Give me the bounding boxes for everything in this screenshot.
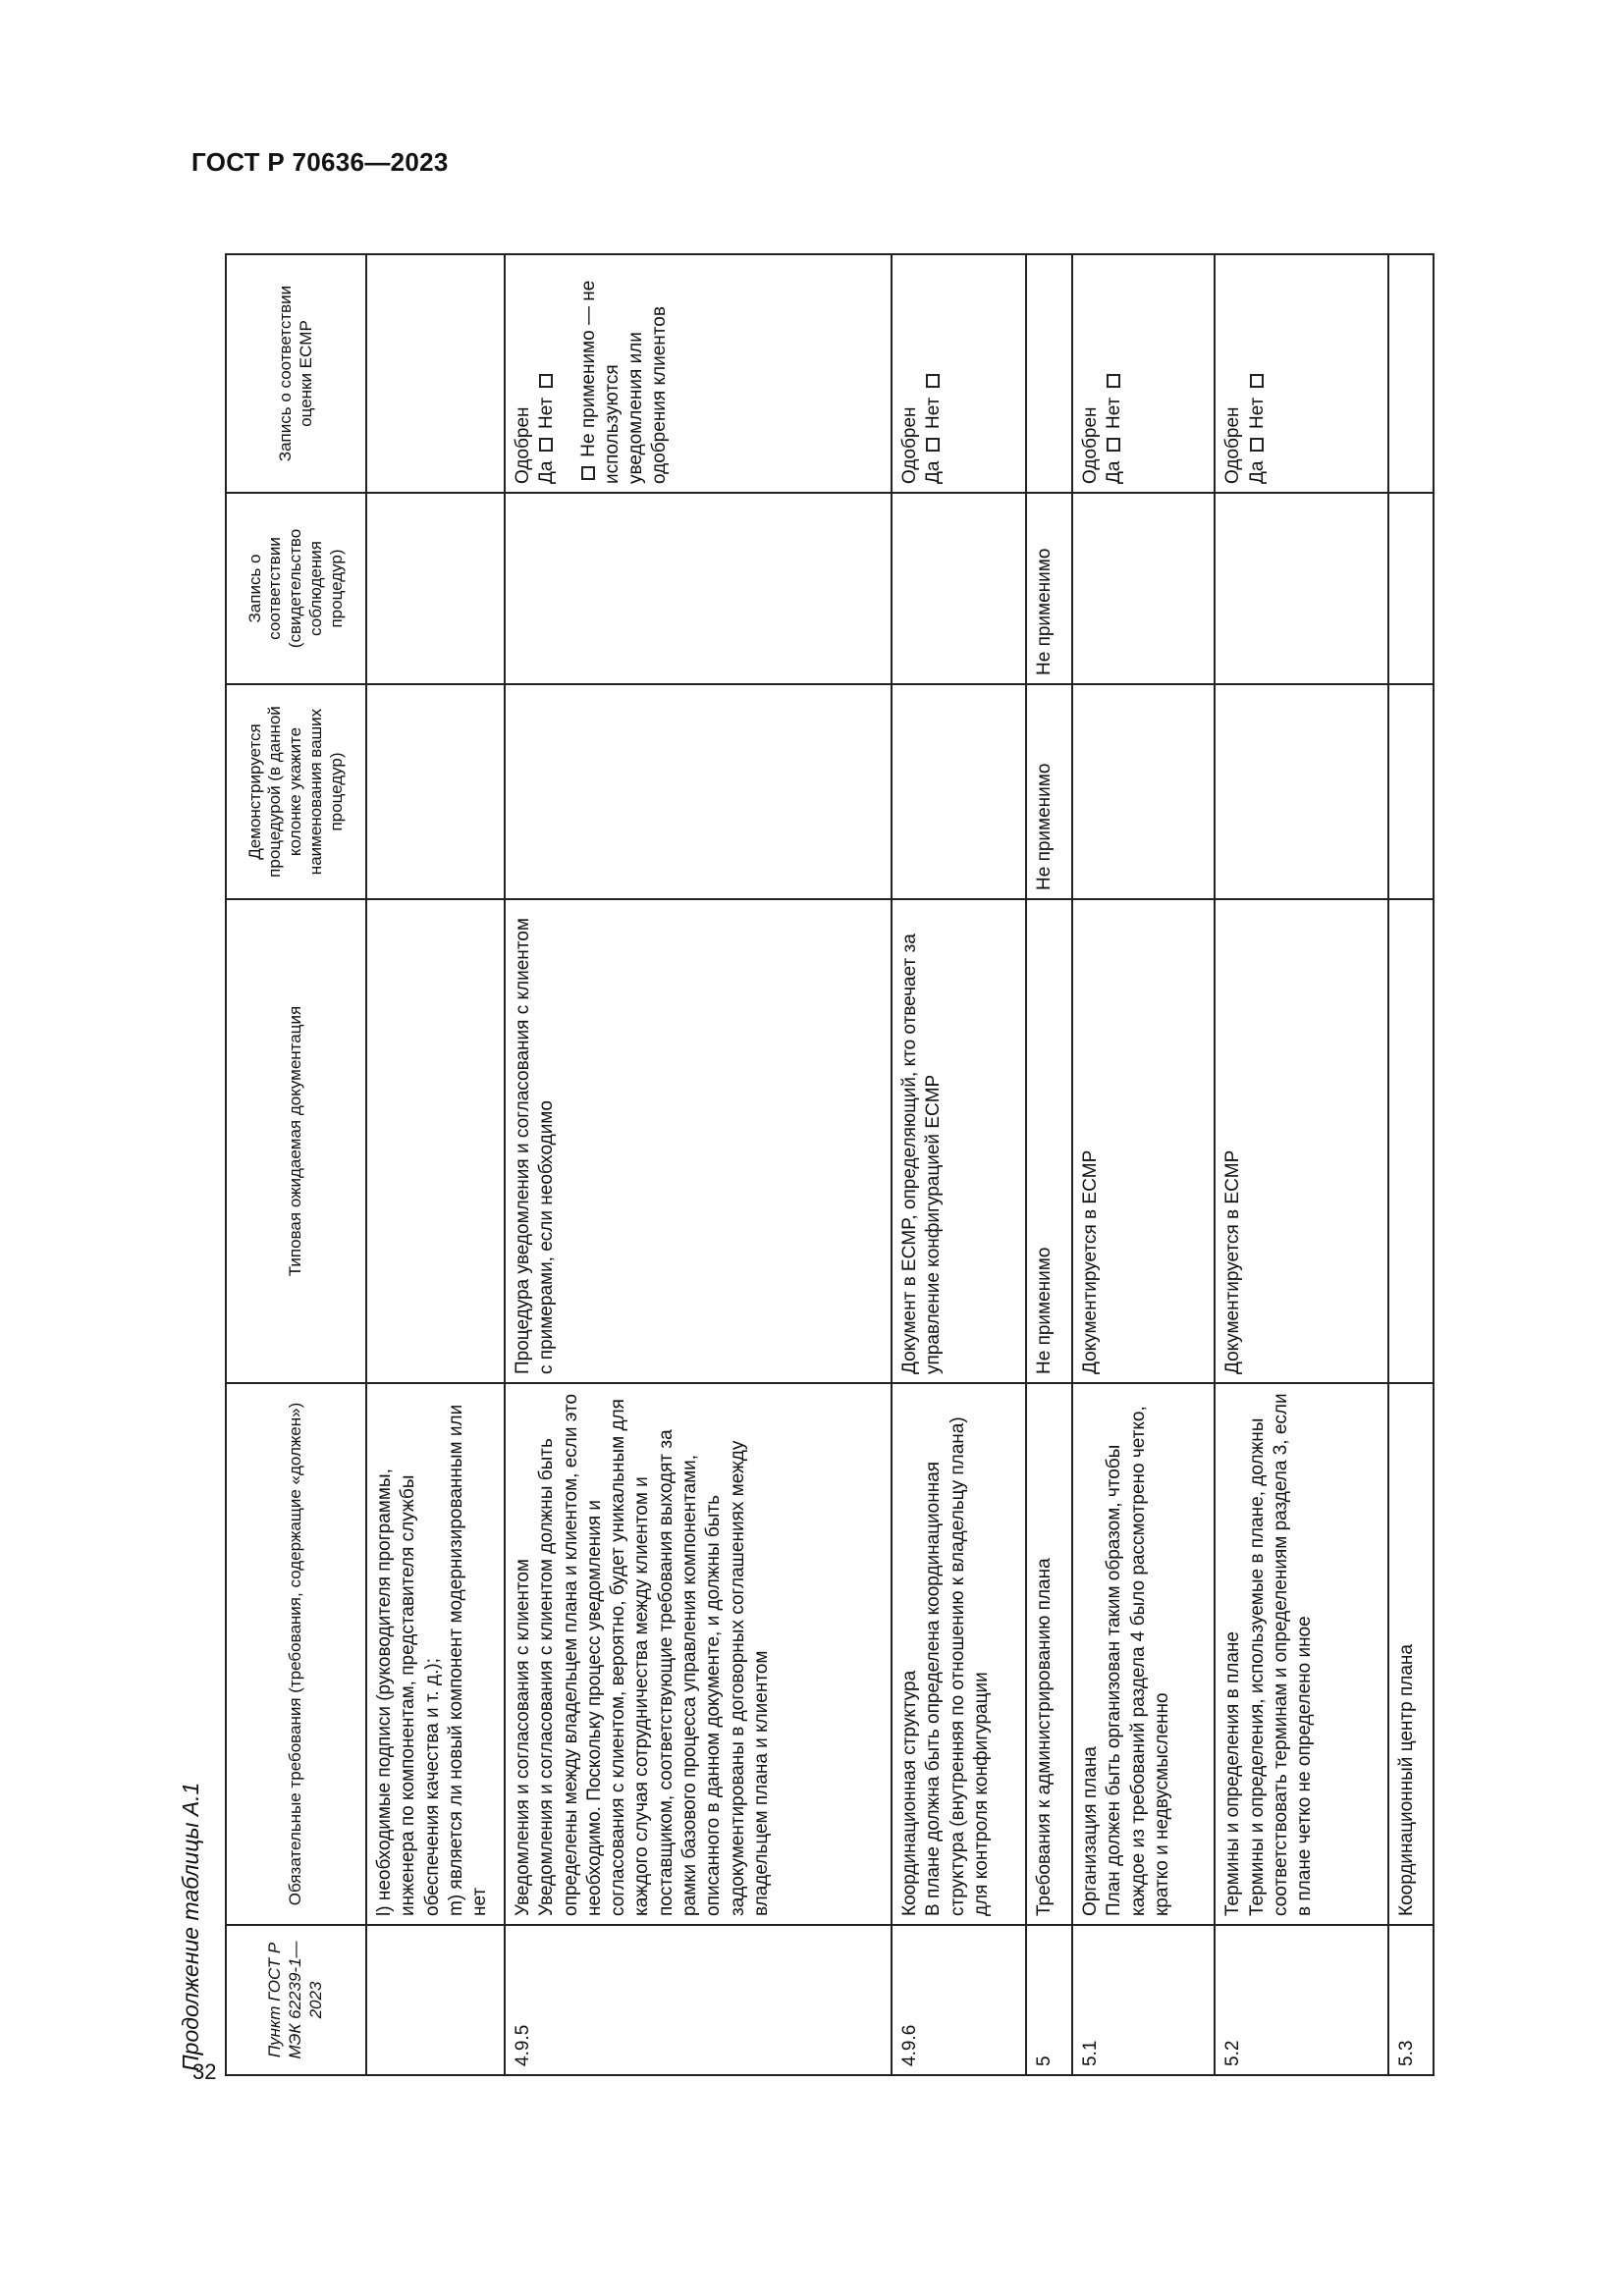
page-number: 32	[192, 2059, 217, 2084]
row-documentation	[1388, 899, 1434, 1383]
table-row	[1388, 254, 1434, 2075]
row-clause: 5.3	[1388, 1925, 1434, 2075]
no-checkbox-icon[interactable]	[539, 374, 553, 388]
record-no-label: Нет	[923, 397, 945, 429]
row-procedure	[1388, 684, 1434, 899]
record-no-label: Нет	[1246, 397, 1268, 429]
row-documentation: Документируется в ECMP	[1072, 899, 1216, 1383]
no-checkbox-icon[interactable]	[1107, 374, 1120, 388]
row-clause: 5.1	[1072, 1925, 1216, 2075]
yes-checkbox-icon[interactable]	[926, 438, 940, 452]
record-approved-label: Одобрен	[512, 406, 533, 484]
row-documentation: Документ в ECMP, определяющий, кто отвечает за управление конфигурацией ECMP	[892, 899, 1026, 1383]
header-clause: Пункт ГОСТ Р МЭК 62239-1— 2023	[226, 1925, 366, 2075]
row-procedure	[366, 684, 505, 899]
row-procedure	[892, 684, 1026, 899]
yes-checkbox-icon[interactable]	[1250, 438, 1264, 452]
record-no-label: Нет	[536, 397, 558, 429]
row-ecmp-record	[1072, 254, 1216, 493]
rotated-table-block	[172, 255, 1448, 2076]
record-yes-label: Да	[1246, 460, 1268, 484]
row-procedure: Не применимо	[1026, 684, 1072, 899]
header-evidence: Запись о соответствии (свидетельство соблюдения процедур)	[226, 493, 366, 684]
row-ecmp-record	[366, 254, 505, 493]
header-documentation: Типовая ожидаемая документация	[226, 899, 366, 1383]
row-requirement: Организация плана План должен быть организован таким образом, чтобы каждое из требований раздела 4 было рассмотрено четко, кратко и недвусмысленно	[1072, 1383, 1216, 1925]
record-no-label: Нет	[1104, 397, 1125, 429]
row-procedure	[1215, 684, 1388, 899]
record-approved-label: Одобрен	[898, 406, 920, 484]
row-ecmp-record	[892, 254, 1026, 493]
table-row	[892, 254, 1026, 2075]
row-clause: 5.2	[1215, 1925, 1388, 2075]
yes-checkbox-icon[interactable]	[539, 438, 553, 452]
row-requirement: Уведомления и согласования с клиентом Уведомления и согласования с клиентом должны быть определены между владельцем плана и клиентом, если это необходимо. Поскольку процесс уведомления и согласования с клиентом, вероятно, будет уникальным для каждого случая сотрудничества между клиентом и поставщиком, соответствующие требования выходят за рамки базового процесса управления компонентами, описанного в данном документе, и должны быть задокументированы в договорных соглашениях между владельцем плана и клиентом	[505, 1383, 892, 1925]
record-approved-label: Одобрен	[1079, 406, 1101, 484]
record-not-applicable-label: Не применимо — не используются уведомления или одобрения клиентов	[577, 280, 671, 484]
table-row	[366, 254, 505, 2075]
table-header-row	[226, 254, 366, 2075]
row-evidence	[892, 493, 1026, 684]
row-clause	[366, 1925, 505, 2075]
record-yes-label: Да	[536, 460, 558, 484]
row-ecmp-record	[505, 254, 892, 493]
row-requirement: Термины и определения в плане Термины и определения, используемые в плане, должны соответствовать терминам и определениям раздела 3, если в плане четко не определено иное	[1215, 1383, 1388, 1925]
record-yes-label: Да	[1104, 460, 1125, 484]
row-ecmp-record	[1388, 254, 1434, 493]
row-documentation: Процедура уведомления и согласования с клиентом с примерами, если необходимо	[505, 899, 892, 1383]
header-procedure: Демонстрируется процедурой (в данной колонке укажите наименования ваших процедур)	[226, 684, 366, 899]
row-evidence	[1072, 493, 1216, 684]
row-ecmp-record	[1026, 254, 1072, 493]
row-evidence: Не применимо	[1026, 493, 1072, 684]
row-documentation	[366, 899, 505, 1383]
row-procedure	[1072, 684, 1216, 899]
row-requirement: l) необходимые подписи (руководителя программы, инженера по компонентам, представителя службы обеспечения качества и т. д.); m) является ли новый компонент модернизированным или нет	[366, 1383, 505, 1925]
table-row	[1026, 254, 1072, 2075]
row-evidence	[505, 493, 892, 684]
row-requirement: Координационный центр плана	[1388, 1383, 1434, 1925]
row-clause: 4.9.5	[505, 1925, 892, 2075]
row-requirement: Требования к администрированию плана	[1026, 1383, 1072, 1925]
no-checkbox-icon[interactable]	[926, 374, 940, 388]
row-documentation: Документируется в ECMP	[1215, 899, 1388, 1383]
row-evidence	[1388, 493, 1434, 684]
row-requirement: Координационная структура В плане должна быть определена координационная структура (внутренняя по отношению к владельцу плана) для контроля конфигурации	[892, 1383, 1026, 1925]
row-procedure	[505, 684, 892, 899]
yes-checkbox-icon[interactable]	[1107, 438, 1120, 452]
row-ecmp-record	[1215, 254, 1388, 493]
document-code: ГОСТ Р 70636—2023	[191, 147, 449, 177]
requirements-table	[225, 253, 1435, 2076]
header-requirements: Обязательные требования (требования, содержащие «должен»)	[226, 1383, 366, 1925]
row-clause: 5	[1026, 1925, 1072, 2075]
table-caption: Продолжение таблицы А.1	[178, 1782, 203, 2071]
record-yes-label: Да	[923, 460, 945, 484]
row-documentation: Не применимо	[1026, 899, 1072, 1383]
row-evidence	[366, 493, 505, 684]
record-approved-label: Одобрен	[1222, 406, 1244, 484]
table-row	[1215, 254, 1388, 2075]
row-evidence	[1215, 493, 1388, 684]
not-applicable-checkbox-icon[interactable]	[581, 466, 595, 480]
table-row	[1072, 254, 1216, 2075]
row-clause: 4.9.6	[892, 1925, 1026, 2075]
header-ecmp-record: Запись о соответствии оценки ECMP	[226, 254, 366, 493]
table-row	[505, 254, 892, 2075]
no-checkbox-icon[interactable]	[1250, 374, 1264, 388]
